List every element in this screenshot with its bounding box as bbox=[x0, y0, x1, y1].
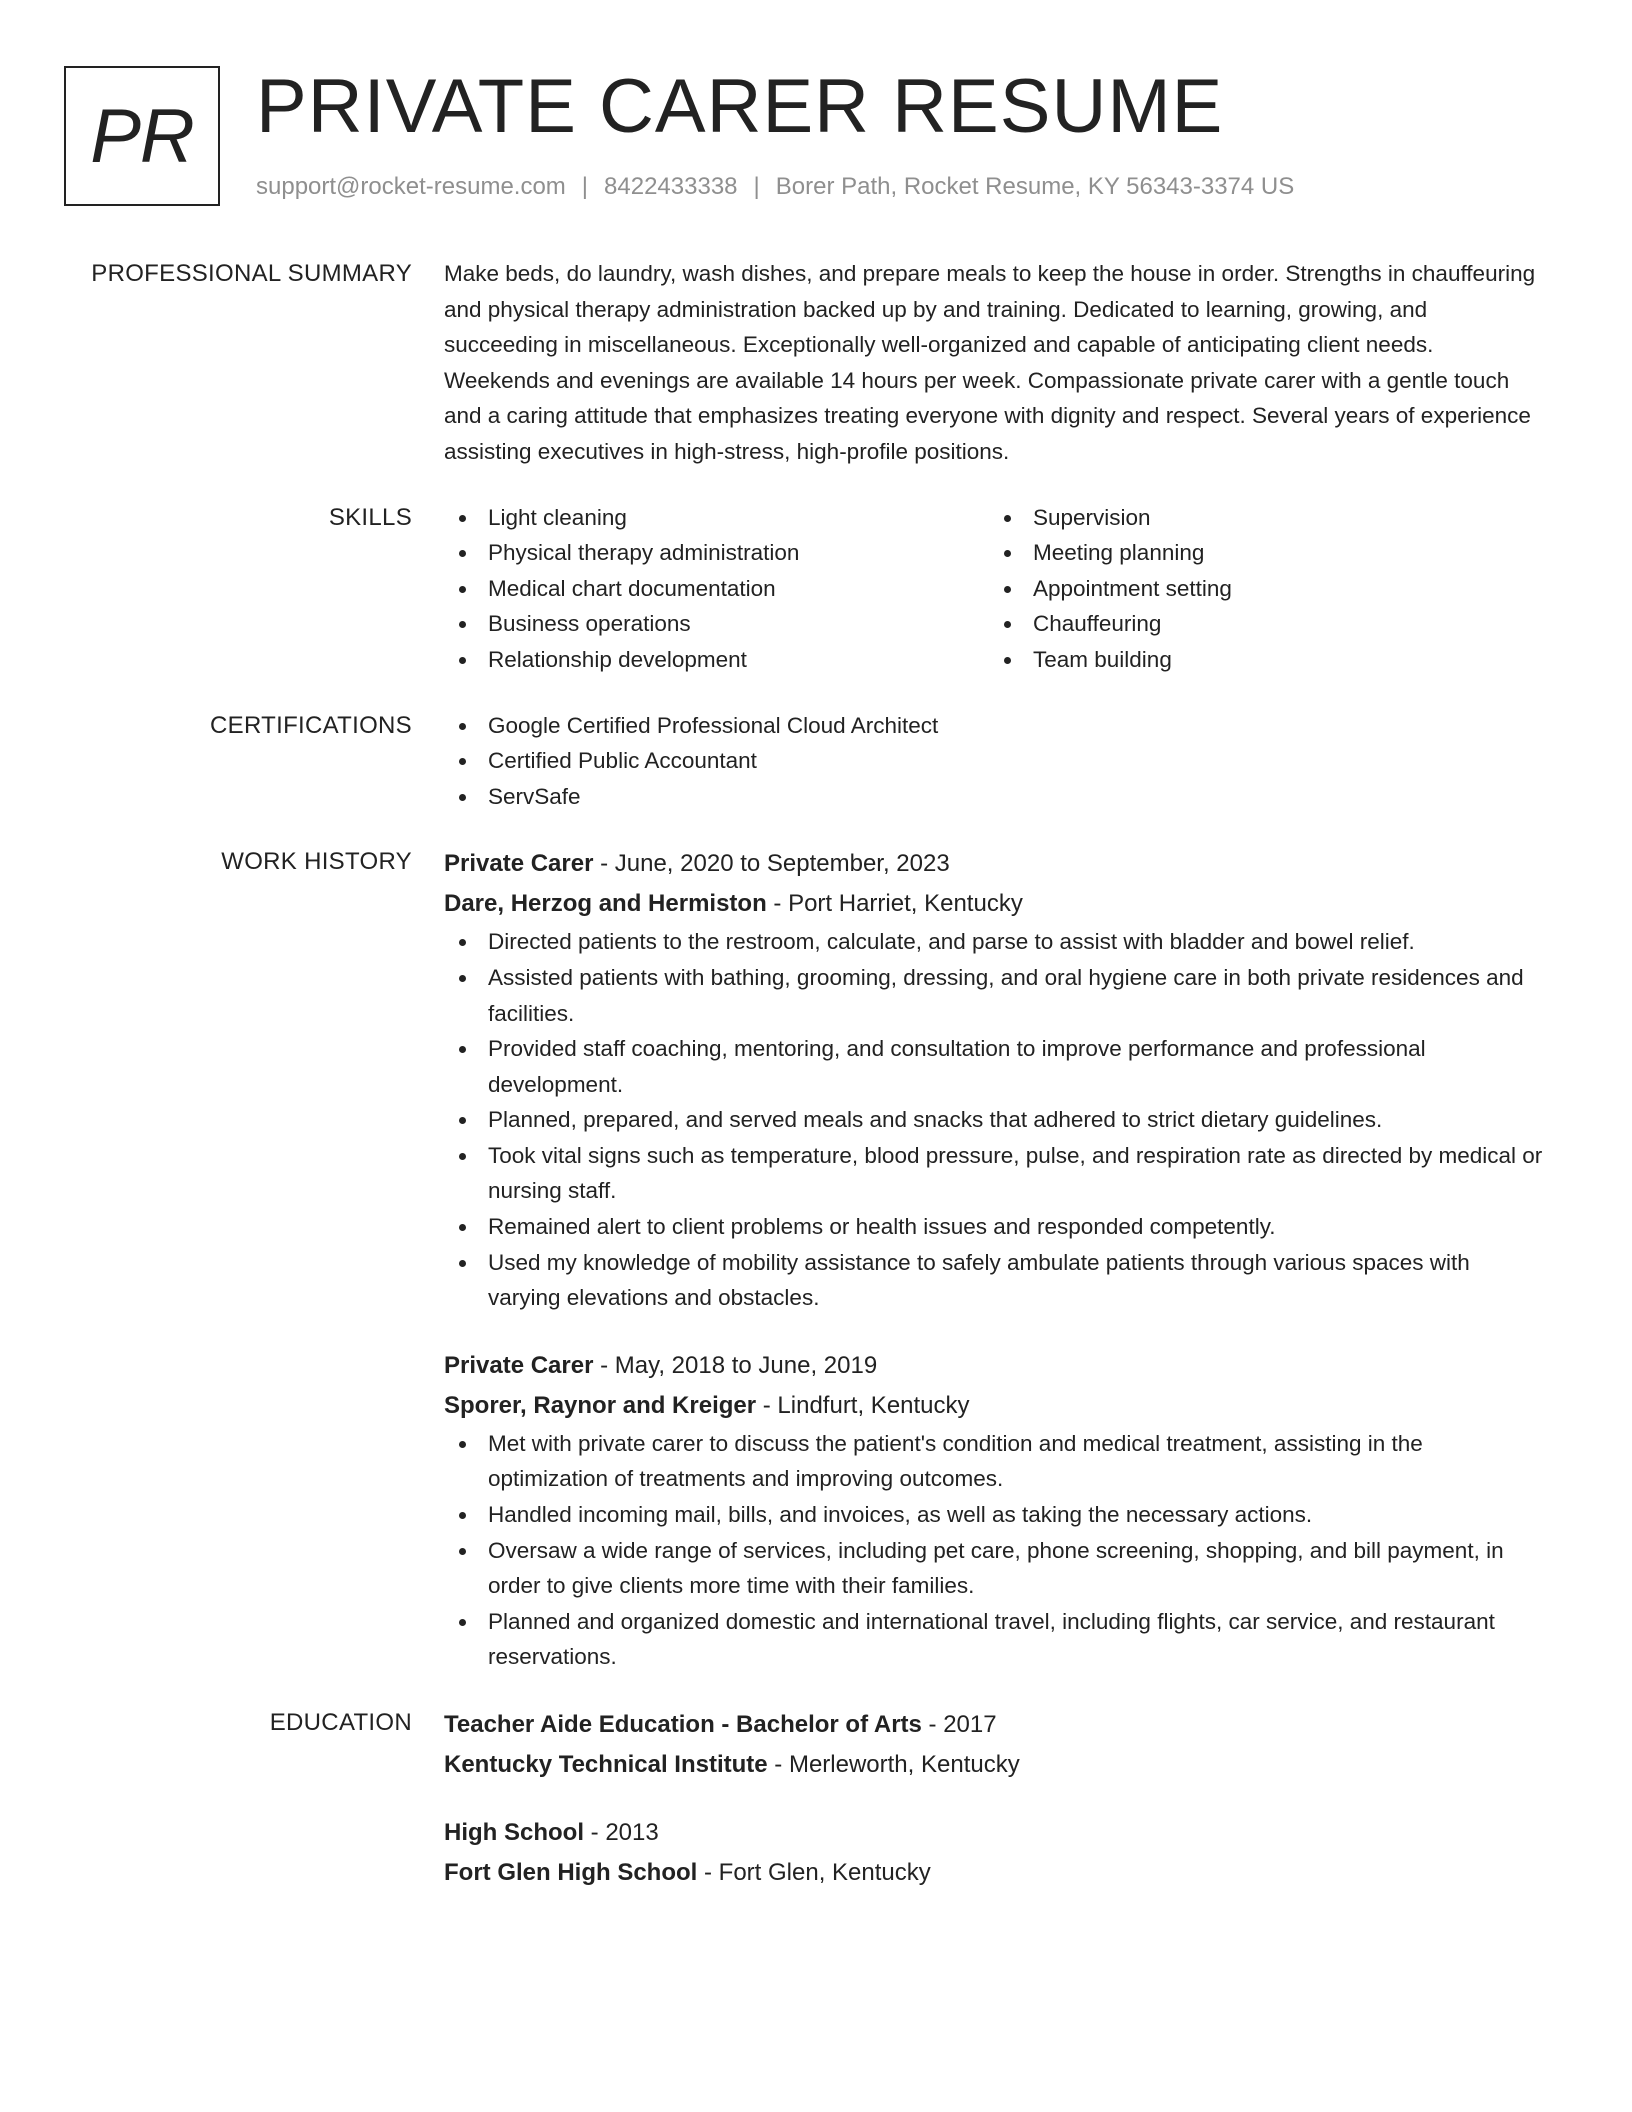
education-school-line bbox=[444, 1745, 1544, 1785]
education-entry bbox=[444, 1705, 1544, 1785]
certification-item: Certified Public Accountant bbox=[444, 743, 1544, 779]
job-duty-item: Planned, prepared, and served meals and snacks that adhered to strict dietary guidelines. bbox=[444, 1102, 1544, 1138]
skills-grid bbox=[444, 500, 1544, 678]
skill-item: Relationship development bbox=[444, 642, 989, 678]
contact-separator: | bbox=[753, 173, 760, 200]
monogram-logo bbox=[64, 66, 220, 206]
job-entry bbox=[444, 844, 1544, 1316]
summary-text: Make beds, do laundry, wash dishes, and prepare meals to keep the house in order. Strengths in chauffeuring and physical therapy administration backed up by and training. Dedicated to learning, growing, and succeeding in miscellaneous. Exceptionally well-organized and capable of anticipating client needs. Weekends and evenings are available 14 hours per week. Compassionate private carer with a gentle touch and a caring attitude that emphasizes treating everyone with dignity and respect. Several years of experience assisting executives in high-stress, high-profile positions. bbox=[444, 261, 1536, 464]
job-company-line bbox=[444, 1386, 1544, 1426]
certifications-body bbox=[444, 708, 1544, 815]
section-summary bbox=[64, 256, 1544, 470]
skill-item: Light cleaning bbox=[444, 500, 989, 536]
skill-item: Chauffeuring bbox=[989, 606, 1534, 642]
job-company: Dare, Herzog and Hermiston bbox=[444, 890, 767, 918]
contact-address: Borer Path, Rocket Resume, KY 56343-3374 US bbox=[775, 173, 1295, 200]
job-dates: - May, 2018 to June, 2019 bbox=[593, 1351, 878, 1379]
education-body bbox=[444, 1705, 1544, 1893]
job-duty-item: Oversaw a wide range of services, including pet care, phone screening, shopping, and bill payment, in order to give clients more time with their families. bbox=[444, 1533, 1544, 1604]
section-certifications bbox=[64, 708, 1544, 815]
summary-body bbox=[444, 256, 1544, 470]
section-label-summary: PROFESSIONAL SUMMARY bbox=[91, 260, 412, 287]
section-label-education: EDUCATION bbox=[269, 1709, 412, 1736]
section-label-skills: SKILLS bbox=[328, 503, 412, 531]
contact-line bbox=[256, 173, 1294, 201]
resume-sections bbox=[64, 256, 1544, 1923]
skill-item: Appointment setting bbox=[989, 571, 1534, 607]
job-duty-item: Met with private carer to discuss the patient's condition and medical treatment, assisting in the optimization of treatments and improving outcomes. bbox=[444, 1426, 1544, 1497]
job-duty-item: Planned and organized domestic and international travel, including flights, car service, and restaurant reservations. bbox=[444, 1604, 1544, 1675]
job-title: Private Carer bbox=[444, 850, 594, 878]
skill-item: Supervision bbox=[989, 500, 1534, 536]
skills-body bbox=[444, 500, 1544, 678]
skill-item: Medical chart documentation bbox=[444, 571, 989, 607]
section-education bbox=[64, 1705, 1544, 1893]
job-duty-item: Provided staff coaching, mentoring, and consultation to improve performance and professional development. bbox=[444, 1031, 1544, 1102]
contact-separator: | bbox=[581, 173, 589, 200]
job-duty-item: Took vital signs such as temperature, blood pressure, pulse, and respiration rate as directed by medical or nursing staff. bbox=[444, 1138, 1544, 1209]
page-title: PRIVATE CARER RESUME bbox=[256, 64, 1224, 149]
education-school: Fort Glen High School bbox=[444, 1859, 698, 1886]
education-degree: Teacher Aide Education - Bachelor of Arts bbox=[444, 1711, 922, 1738]
education-degree-line bbox=[444, 1705, 1544, 1745]
education-year: - 2013 bbox=[584, 1819, 659, 1846]
job-title: Private Carer bbox=[444, 1351, 594, 1379]
skills-column-right bbox=[989, 500, 1534, 678]
section-label-work-history: WORK HISTORY bbox=[221, 848, 412, 876]
skill-item: Team building bbox=[989, 642, 1534, 678]
education-school-line bbox=[444, 1853, 1544, 1893]
job-dates: - June, 2020 to September, 2023 bbox=[593, 850, 950, 878]
education-location: - Fort Glen, Kentucky bbox=[697, 1859, 931, 1886]
job-duties-list bbox=[444, 924, 1544, 1316]
job-duty-item: Handled incoming mail, bills, and invoices, as well as taking the necessary actions. bbox=[444, 1497, 1544, 1533]
job-company-line bbox=[444, 884, 1544, 924]
certification-item: ServSafe bbox=[444, 779, 1544, 815]
job-duties-list bbox=[444, 1426, 1544, 1675]
education-school: Kentucky Technical Institute bbox=[444, 1751, 768, 1778]
job-duty-item: Used my knowledge of mobility assistance to safely ambulate patients through various spaces with varying elevations and obstacles. bbox=[444, 1245, 1544, 1316]
job-duty-item: Assisted patients with bathing, grooming, dressing, and oral hygiene care in both private residences and facilities. bbox=[444, 960, 1544, 1031]
skills-column-left bbox=[444, 500, 989, 678]
certifications-list bbox=[444, 708, 1544, 815]
job-duty-item: Remained alert to client problems or health issues and responded competently. bbox=[444, 1209, 1544, 1245]
job-duty-item: Directed patients to the restroom, calculate, and parse to assist with bladder and bowel relief. bbox=[444, 924, 1544, 960]
job-location: - Port Harriet, Kentucky bbox=[766, 890, 1023, 918]
job-entry bbox=[444, 1346, 1544, 1675]
skill-item: Meeting planning bbox=[989, 535, 1534, 571]
section-label-certifications: CERTIFICATIONS bbox=[210, 711, 412, 739]
job-location: - Lindfurt, Kentucky bbox=[756, 1391, 970, 1419]
work-history-body bbox=[444, 844, 1544, 1675]
job-title-line bbox=[444, 844, 1544, 884]
education-year: - 2017 bbox=[921, 1711, 997, 1738]
education-location: - Merleworth, Kentucky bbox=[767, 1751, 1020, 1778]
section-skills bbox=[64, 500, 1544, 678]
education-entry bbox=[444, 1813, 1544, 1893]
skill-item: Business operations bbox=[444, 606, 989, 642]
contact-phone[interactable]: 8422433338 bbox=[604, 173, 738, 200]
job-title-line bbox=[444, 1346, 1544, 1386]
section-work-history bbox=[64, 844, 1544, 1675]
skill-item: Physical therapy administration bbox=[444, 535, 989, 571]
education-degree-line bbox=[444, 1813, 1544, 1853]
job-company: Sporer, Raynor and Kreiger bbox=[444, 1391, 757, 1419]
contact-email[interactable]: support@rocket-resume.com bbox=[256, 173, 566, 200]
education-degree: High School bbox=[444, 1819, 584, 1846]
certification-item: Google Certified Professional Cloud Architect bbox=[444, 708, 1544, 744]
monogram-initials: PR bbox=[90, 93, 194, 179]
resume-header bbox=[64, 66, 1564, 216]
